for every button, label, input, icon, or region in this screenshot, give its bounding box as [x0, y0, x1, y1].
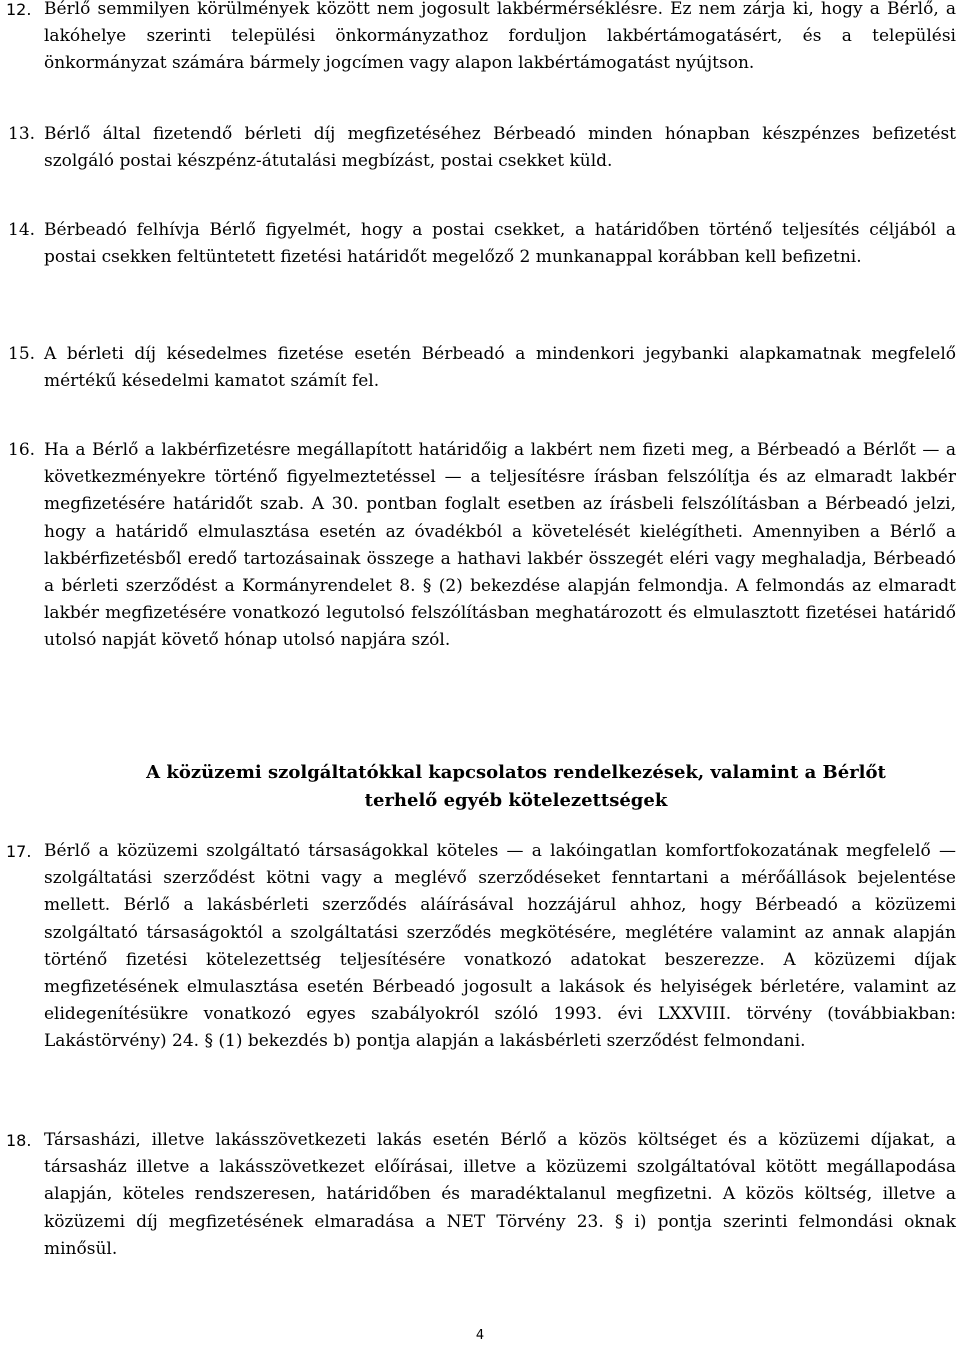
section-number: 18. [6, 1131, 32, 1150]
section-heading-line-1: A közüzemi szolgáltatókkal kapcsolatos rendelkezések, valamint a Bérlőt [146, 762, 886, 783]
section-number: 16. [8, 440, 36, 460]
section-number: 13. [8, 124, 36, 144]
section-heading [40, 759, 960, 815]
section-number: 12. [6, 0, 32, 19]
page-number: 4 [475, 1328, 485, 1343]
section-paragraph: Bérlő a közüzemi szolgáltató társaságokkal köteles — a lakóingatlan komfortfokozatának megfelelő — szolgáltatási szerződést kötni vagy a meglévő szerződéseket fenntartani a mérőállások bejelentése mellett. Bérlő a lakásbérleti szerződés aláírásával hozzájárul ahhoz, hogy Bérbeadó a közüzemi szolgáltató társaságoktól a szolgáltatási szerződés megkötésére, meglétére valamint az annak alapján történő fizetési kötelezettség teljesítésére vonatkozó adatokat beszerezze. A közüzemi díjak megfizetésének elmulasztása esetén Bérbeadó jogosult a lakások és helyiségek bérletére, valamint az elidegenítésükre vonatkozó egyes szabályokról szóló 1993. évi LXXVIII. törvény (továbbiakban: Lakástörvény) 24. § (1) bekezdés b) pontja alapján a lakásbérleti szerződést felmondani. [44, 841, 956, 1052]
section-paragraph: Ha a Bérlő a lakbérfizetésre megállapított határidőig a lakbért nem fizeti meg, a Bérbeadó a Bérlőt — a következményekre történő figyelmeztetéssel — a teljesítésre írásban felszólítja és az elmaradt lakbér megfizetésére határidőt szab. A 30. pontban foglalt esetben az írásbeli felszólításban a Bérbeadó jelzi, hogy a határidő elmulasztása esetén az óvadékból a követelését kielégítheti. Amennyiben a Bérlő a lakbérfizetésből eredő tartozásainak összege a hathavi lakbér összegét eléri vagy meghaladja, Bérbeadó a bérleti szerződést a Kormányrendelet 8. § (2) bekezdése alapján felmondja. A felmondás az elmaradt lakbér megfizetésére vonatkozó legutolsó felszólításban meghatározott és elmulasztott fizetései határidő utolsó napját követő hónap utolsó napjára szól. [44, 440, 956, 651]
section-paragraph: Bérlő által fizetendő bérleti díj megfizetéséhez Bérbeadó minden hónapban készpénzes befizetést szolgáló postai készpénz-átutalási megbízást, postai csekket küld. [44, 124, 956, 172]
section-heading-line-2: terhelő egyéb kötelezettségek [364, 790, 668, 811]
section-paragraph: Bérbeadó felhívja Bérlő figyelmét, hogy a postai csekket, a határidőben történő teljesítés céljából a postai csekken feltüntetett fizetési határidőt megelőző 2 munkanappal korábban kell befizetni. [44, 220, 956, 268]
section-paragraph: Bérlő semmilyen körülmények között nem jogosult lakbérmérséklésre. Ez nem zárja ki, hogy a Bérlő, a lakóhelye szerinti települési önkormányzathoz forduljon lakbértámogatásért, és a települési önkormányzat számára bármely jogcímen vagy alapon lakbértámogatást nyújtson. [44, 0, 956, 74]
section-paragraph: A bérleti díj késedelmes fizetése esetén Bérbeadó a mindenkori jegybanki alapkamatnak megfelelő mértékű késedelmi kamatot számít fel. [44, 344, 956, 392]
section-number: 14. [8, 220, 36, 240]
section-number: 17. [6, 842, 32, 861]
section-paragraph: Társasházi, illetve lakásszövetkezeti lakás esetén Bérlő a közös költséget és a közüzemi díjakat, a társasház illetve a lakásszövetkezet előírásai, illetve a közüzemi szolgáltatóval kötött megállapodása alapján, köteles rendszeresen, határidőben és maradéktalanul megfizetni. A közös költség, illetve a közüzemi díj megfizetésének elmaradása a NET Törvény 23. § i) pontja szerinti felmondási oknak minősül. [44, 1130, 956, 1259]
section-number: 15. [8, 344, 36, 364]
